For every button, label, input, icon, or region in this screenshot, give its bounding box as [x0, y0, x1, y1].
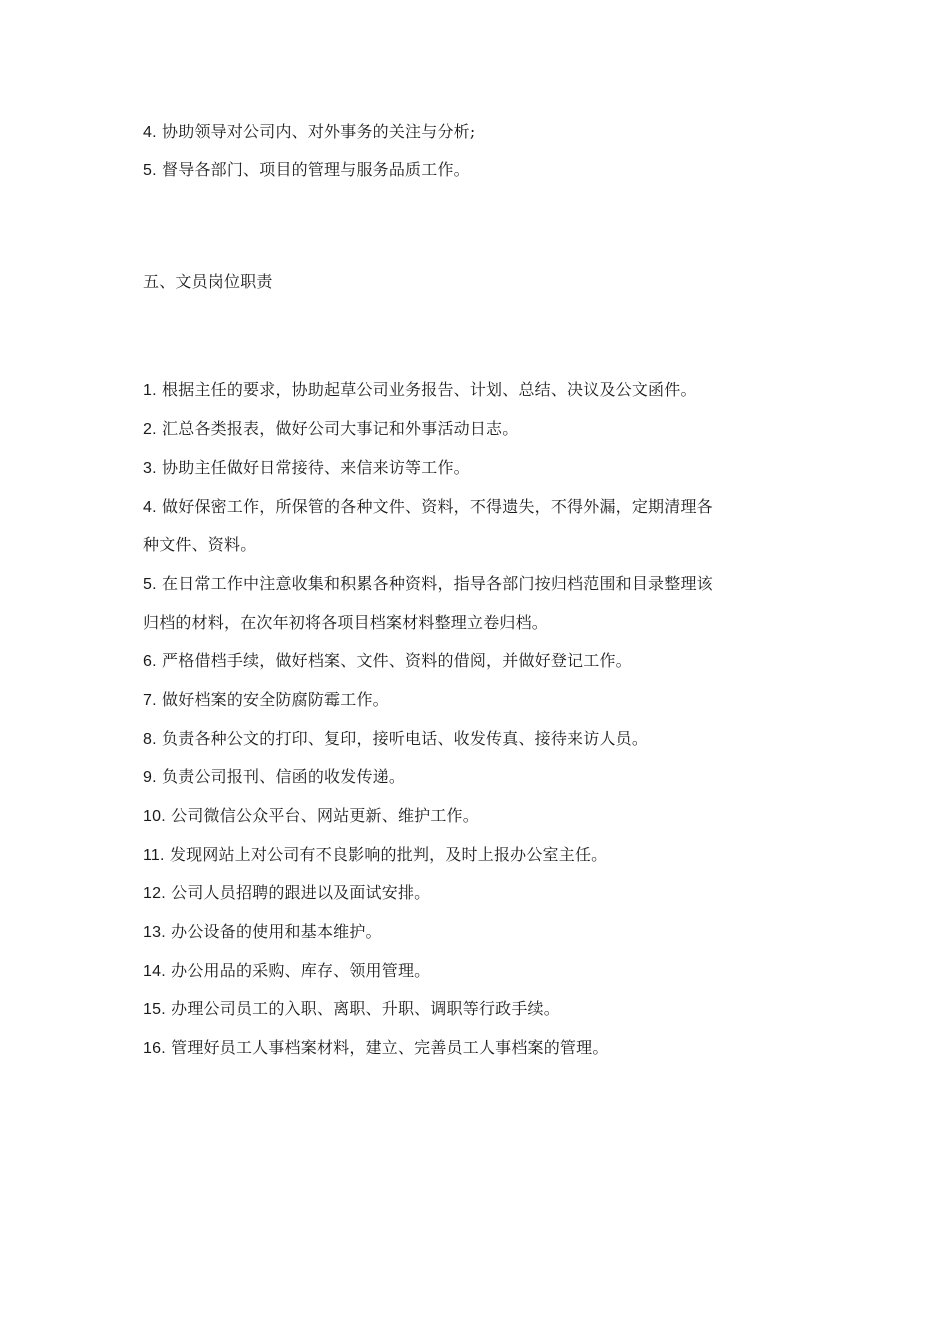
item-number: 7. [143, 692, 157, 709]
item-text: 协助主任做好日常接待、来信来访等工作。 [162, 458, 470, 477]
list-item [143, 1038, 823, 1059]
item-text: 协助领导对公司内、对外事务的关注与分析; [162, 122, 476, 141]
list-item [143, 651, 823, 672]
item-number: 4. [143, 499, 157, 516]
item-number: 12. [143, 885, 166, 902]
list-item [143, 999, 823, 1020]
list-item [143, 497, 823, 518]
item-text: 负责公司报刊、信函的收发传递。 [162, 767, 406, 786]
item-number: 15. [143, 1001, 166, 1018]
list-item-continuation: 归档的材料，在次年初将各项目档案材料整理立卷归档。 [143, 613, 549, 632]
item-text: 做好保密工作，所保管的各种文件、资料，不得遗失，不得外漏，定期清理各 [162, 497, 713, 516]
item-number: 11. [143, 847, 165, 864]
list-item [143, 458, 823, 479]
item-number: 4. [143, 124, 157, 141]
list-item [143, 690, 823, 711]
item-number: 13. [143, 924, 166, 941]
list-item [143, 122, 823, 143]
list-item-continuation: 种文件、资料。 [143, 535, 257, 554]
item-text: 办理公司员工的入职、离职、升职、调职等行政手续。 [171, 999, 560, 1018]
list-item [143, 961, 823, 982]
item-text: 在日常工作中注意收集和积累各种资料，指导各部门按归档范围和目录整理该 [162, 574, 713, 593]
item-number: 2. [143, 421, 157, 438]
list-item [143, 767, 823, 788]
item-number: 9. [143, 769, 157, 786]
item-number: 6. [143, 653, 157, 670]
item-number: 1. [143, 382, 157, 399]
item-text: 严格借档手续，做好档案、文件、资料的借阅，并做好登记工作。 [162, 651, 632, 670]
item-text: 发现网站上对公司有不良影响的批判，及时上报办公室主任。 [169, 845, 608, 864]
list-item [143, 419, 823, 440]
item-number: 10. [143, 808, 166, 825]
item-text: 办公用品的采购、库存、领用管理。 [171, 961, 431, 980]
item-number: 16. [143, 1040, 166, 1057]
list-item [143, 574, 823, 595]
list-item [143, 806, 823, 827]
item-text: 督导各部门、项目的管理与服务品质工作。 [162, 160, 470, 179]
item-number: 5. [143, 576, 157, 593]
list-item [143, 380, 823, 401]
item-text: 汇总各类报表，做好公司大事记和外事活动日志。 [162, 419, 519, 438]
list-item [143, 729, 823, 750]
item-number: 8. [143, 731, 157, 748]
list-item [143, 160, 823, 181]
item-number: 5. [143, 162, 157, 179]
item-number: 14. [143, 963, 166, 980]
list-item [143, 883, 823, 904]
item-text: 负责各种公文的打印、复印，接听电话、收发传真、接待来访人员。 [162, 729, 649, 748]
item-text: 办公设备的使用和基本维护。 [171, 922, 382, 941]
list-item [143, 922, 823, 943]
item-text: 做好档案的安全防腐防霉工作。 [162, 690, 389, 709]
section-title: 五、文员岗位职责 [143, 272, 273, 291]
item-text: 根据主任的要求，协助起草公司业务报告、计划、总结、决议及公文函件。 [162, 380, 697, 399]
list-item [143, 845, 823, 866]
item-text: 公司微信公众平台、网站更新、维护工作。 [171, 806, 479, 825]
item-text: 管理好员工人事档案材料，建立、完善员工人事档案的管理。 [171, 1038, 609, 1057]
item-number: 3. [143, 460, 157, 477]
item-text: 公司人员招聘的跟进以及面试安排。 [171, 883, 431, 902]
